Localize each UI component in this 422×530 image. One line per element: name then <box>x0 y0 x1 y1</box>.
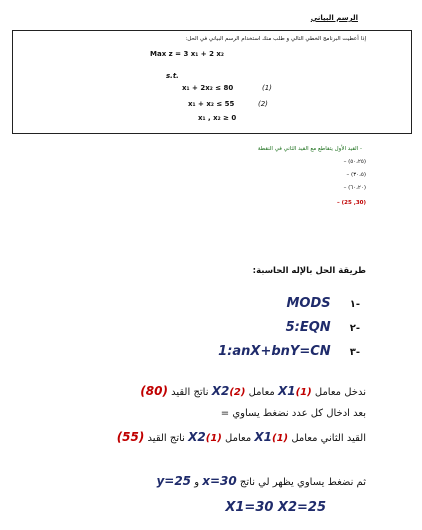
step-2-num: ٢- <box>349 323 360 334</box>
constraint-2-tag: (2) <box>258 100 268 108</box>
step-2 <box>286 316 360 335</box>
method-heading: طريقة الحل بالإله الحاسبة: <box>252 266 366 276</box>
explain-line-4 <box>156 474 366 488</box>
value: (1) <box>205 433 222 444</box>
step-3 <box>218 340 360 359</box>
text: ندخل معامل <box>314 387 366 398</box>
explain-line-3 <box>117 430 366 444</box>
value: (1) <box>295 387 312 398</box>
text: معامل <box>225 433 252 444</box>
x1-label: X1 <box>277 384 296 398</box>
value: (1) <box>272 433 289 444</box>
explain-line-2: بعد ادخال كل عدد نضغط يساوي = <box>220 408 366 419</box>
text: ثم نضغط يساوي يظهر لي ناتج <box>239 477 366 488</box>
text: القيد الثاني معامل <box>291 433 366 444</box>
final-result: X1=30 X2=25 <box>225 500 326 515</box>
value: (55) <box>116 430 145 444</box>
step-3-text: 1:anX+bnY=CN <box>218 344 331 359</box>
text: ناتج القيد <box>147 433 185 444</box>
value: (2) <box>229 387 246 398</box>
nonnegativity: x₁ , x₂ ≥ 0 <box>198 114 237 122</box>
question-text: - القيد الأول يتقاطع مع القيد الثاني في النقطة <box>257 146 362 152</box>
step-1 <box>286 292 360 311</box>
text: ناتج القيد <box>171 387 209 398</box>
intro-text: إذا أعطيت البرنامج الخطي التالي و طلب منك استخدام الرسم البياني في الحل: <box>185 36 366 42</box>
explain-line-1 <box>140 384 366 398</box>
value: (80) <box>140 384 168 398</box>
option-1: (٥٠،٢٥) – <box>343 159 366 165</box>
subject-to-label: s.t. <box>166 72 179 80</box>
x1-label: X1 <box>254 430 273 444</box>
text: و <box>194 477 200 488</box>
option-4-answer: (30, 25) – <box>336 200 366 206</box>
option-2: (٣٠،٥) – <box>346 172 366 178</box>
text: معامل <box>248 387 275 398</box>
objective-function: Max z = 3 x₁ + 2 x₂ <box>150 50 224 58</box>
constraint-1: x₁ + 2x₂ ≤ 80 <box>182 84 234 92</box>
constraint-2: x₁ + x₂ ≤ 55 <box>188 100 235 108</box>
section-title: الرسم البياني <box>310 14 358 22</box>
option-3: (٦٠،٢٠) – <box>343 185 366 191</box>
constraint-1-tag: (1) <box>262 84 272 92</box>
step-1-num: ١- <box>349 299 360 310</box>
y-result: y=25 <box>156 474 192 488</box>
x2-label: X2 <box>211 384 230 398</box>
x-result: x=30 <box>202 474 237 488</box>
step-2-text: 5:EQN <box>285 320 331 335</box>
x2-label: X2 <box>188 430 206 444</box>
step-3-num: ٣- <box>349 347 360 358</box>
step-1-text: MODS <box>286 296 331 311</box>
